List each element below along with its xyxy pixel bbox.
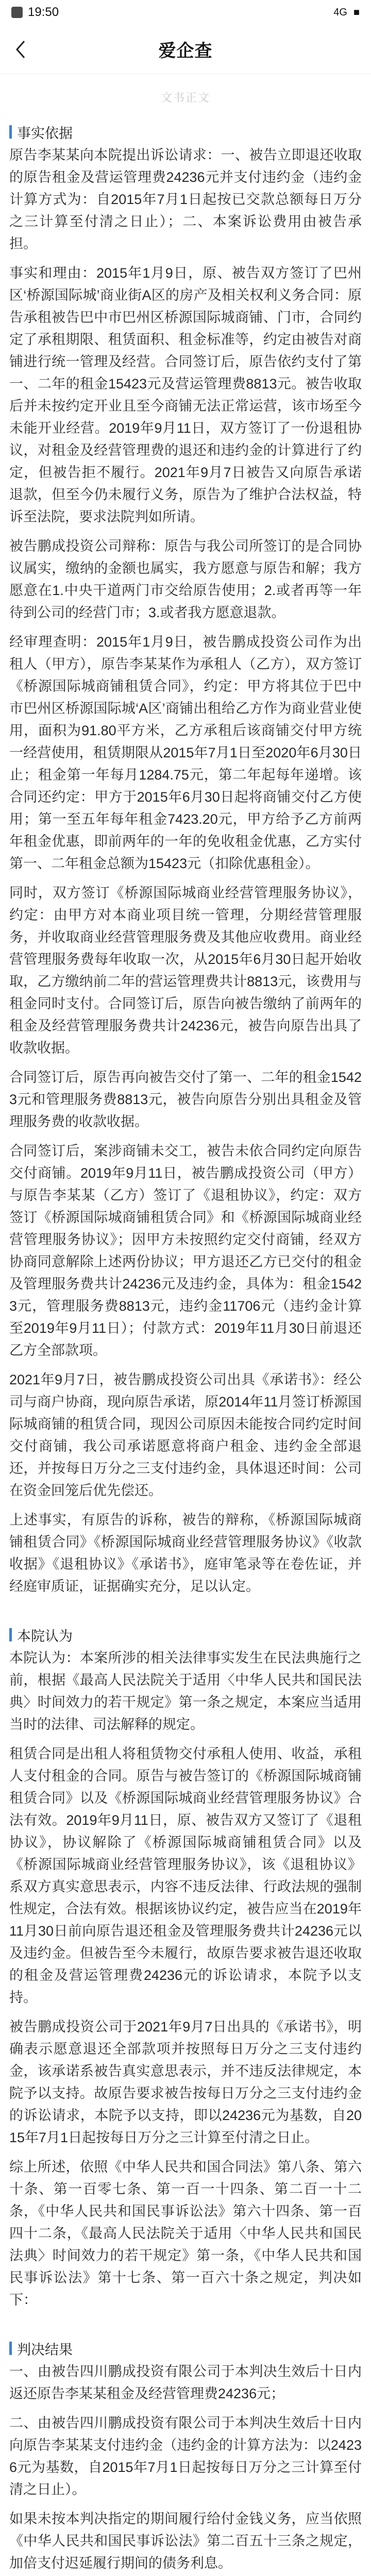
section-marker (9, 125, 12, 139)
paragraph: 事实和理由：2015年1月9日，原、被告双方签订了巴州区‘桥源国际城’商业街A区的房产及相关权利义务合同：原告承租被告巴中市巴州区桥源国际城商铺、门市，合同约定了承租期限、租赁面积、租金标准等，约定由被告对商铺进行统一管理及经营。合同签订后，原告依约支付了第一、二年的租金15423元及营运管理费8813元。被告收取后并未按约定开业且至今商铺无法正常运营，该市场至今未能开业经营。2019年9月11日，双方签订了一份退租协议，对租金及经营管理费的退还和违约金的计算进行了约定，但被告拒不履行。2021年9月7日被告又向原告承诺退款，但至今仍未履行义务，原告为了维护合法权益，特诉至法院，要求法院判如所请。 (9, 265, 362, 524)
status-bar (0, 0, 371, 25)
paragraph: 同时，双方签订《桥源国际城商业经营管理服务协议》，约定：由甲方对本商业项目统一管理，分期经营管理服务，并收取商业经营管理服务费及其他应收费用。商业经营管理服务费每年收取一次，从2015年6月30日起开始收取，乙方缴纳前二年的营运管理费共计8813元，该费用与租金同时支付。合同签订后，原告向被告缴纳了前两年的租金及经营管理服务费共计24236元，被告向原告出具了收款收据。 (9, 885, 362, 1056)
status-time: 19:50 (28, 5, 59, 19)
nav-bar (0, 25, 371, 74)
paragraph: 原告李某某向本院提出诉讼请求：一、被告立即退还收取的原告租金及营运管理费24236元并支付违约金（违约金计算方式为：自2015年7月1日起按已交款总额每日万分之三计算至付清之日止）；二、本案诉讼费用由被告承担。 (9, 147, 362, 251)
chevron-left-icon (15, 40, 26, 59)
app-notification-icon (11, 7, 23, 18)
judgement-content (0, 2361, 371, 2576)
facts-content (0, 144, 371, 1598)
document-banner: 文书正文 (160, 91, 210, 104)
section-court-header (0, 1622, 371, 1647)
status-right (333, 7, 360, 19)
paragraph: 租赁合同是出租人将租赁物交付承租人使用、收益，承租人支付租金的合同。原告与被告签订的《桥源国际城商铺租赁合同》以及《桥源国际城商业经营管理服务协议》合法有效。2019年9月11日，原、被告双方又签订了《退租协议》，协议解除了《桥源国际城商铺租赁合同》以及《桥源国际城商业经营管理服务协议》，该《退租协议》系双方真实意思表示，内容不违反法律、行政法规的强制性规定，合法有效。根据该协议约定，被告应当在2019年11月30日前向原告退还租金及管理服务费共计24236元以及违约金。但被告至今未履行，故原告要求被告退还收取的租金及营运管理费24236元的诉讼请求，本院予以支持。 (9, 1746, 362, 2005)
paragraph: 合同签订后，原告再向被告交付了第一、二年的租金15423元和管理服务费8813元，被告向原告分别出具租金及管理服务费的收款收据。 (9, 1070, 362, 1129)
paragraph: 如果未按本判决指定的期间履行给付金钱义务，应当依照《中华人民共和国民事诉讼法》第二百五十三条之规定，加倍支付迟延履行期间的债务利息。 (9, 2511, 362, 2571)
court-content (0, 1647, 371, 2311)
signal-icon: 4G (333, 6, 347, 18)
status-left (11, 5, 59, 20)
battery-icon: ■ (353, 6, 360, 18)
section-judgement-title: 判决结果 (17, 2342, 73, 2358)
page-title: 爱企查 (158, 41, 213, 61)
paragraph: 本院认为：本案所涉的相关法律事实发生在民法典施行之前，根据《最高人民法院关于适用〈中华人民共和国民法典〉时间效力的若干规定》第一条之规定，本案应当适用当时的法律、司法解释的规定。 (9, 1650, 362, 1732)
paragraph: 综上所述，依照《中华人民共和国合同法》第八条、第六十条、第一百零七条、第一百一十四条、第二百一十二条，《中华人民共和国民事诉讼法》第六十四条、第一百四十二条，《最高人民法院关于适用〈中华人民共和国民法典〉时间效力的若干规定》第一条，《中华人民共和国民事诉讼法》第十七条、第一百六十条之规定，判决如下： (9, 2159, 362, 2308)
section-facts-header (0, 120, 371, 144)
paragraph: 二、由被告四川鹏成投资有限公司于本判决生效后十日内向原告李某某支付违约金（违约金的计算方法为：以24236元为基数，自2015年7月1日起按每日万分之三计算至付清之日止）。 (9, 2415, 362, 2497)
section-marker (9, 2342, 12, 2355)
paragraph: 合同签订后，案涉商铺未交工，被告未依合同约定向原告交付商铺。2019年9月11日，被告鹏成投资公司（甲方）与原告李某某（乙方）签订了《退租协议》，约定：双方签订《桥源国际城商铺租赁合同》和《桥源国际城商业经营管理服务协议》；因甲方未按照约定交付商铺，经双方协商同意解除上述两份协议；甲方退还乙方已交付的租金及管理服务费共计24236元及违约金，具体为：租金15423元，管理服务费8813元，违约金11706元（违约金计算至2019年9月11日）；付款方式：2019年11月30日前退还乙方全部款项。 (9, 1143, 362, 1358)
section-judgement-header (0, 2336, 371, 2361)
paragraph: 上述事实，有原告的诉称，被告的辩称，《桥源国际城商铺租赁合同》《桥源国际城商业经营管理服务协议》《收款收据》《退租协议》《承诺书》，庭审笔录等在卷佐证，并经庭审质证，证据确实充分，足以认定。 (9, 1512, 362, 1594)
section-court-title: 本院认为 (17, 1628, 73, 1644)
paragraph: 2021年9月7日，被告鹏成投资公司出具《承诺书》：经公司与商户协商，现向原告承诺，原2014年11月签订桥源国际城商铺的租赁合同，现因公司原因未能按合同约定时间交付商铺，我公司承诺愿意将商户租金、违约金全部退还，并按每日万分之三支付违约金，具体退还时间：公司在资金回笼后优先偿还。 (9, 1372, 362, 1498)
paragraph: 被告鹏成投资公司辩称：原告与我公司所签订的是合同协议属实，缴纳的金额也属实，我方愿意与原告和解；我方愿意在1.中央干道两门市交给原告使用；2.或者再等一年待到公司的经营门市；3.或者我方愿意退款。 (9, 538, 362, 620)
paragraph: 被告鹏成投资公司于2021年9月7日出具的《承诺书》，明确表示愿意退还全部款项并按照每日万分之三支付违约金，该承诺系被告真实意思表示，并不违反法律规定，本院予以支持。故原告要求被告按每日万分之三支付违约金的诉讼请求，本院予以支持，即以24236元为基数，自2015年7月1日起按每日万分之三计算至付清之日止。 (9, 2019, 362, 2145)
section-marker (9, 1628, 12, 1641)
back-button[interactable] (9, 38, 32, 61)
section-facts-title: 事实依据 (17, 125, 73, 141)
paragraph: 一、由被告四川鹏成投资有限公司于本判决生效后十日内返还原告李某某租金及经营管理费24236元； (9, 2364, 362, 2401)
paragraph: 经审理查明：2015年1月9日，被告鹏成投资公司作为出租人（甲方），原告李某某作为承租人（乙方），双方签订《桥源国际城商铺租赁合同》，约定：甲方将其位于巴中市巴州区桥源国际城‘A区’商铺出租给乙方作为商业营业使用，面积为91.80平方米，乙方承租后该商铺交付甲方统一经营使用，租赁期限从2015年7月1日至2020年6月30日止；租金第一年每月1284.75元，第二年起每年递增。该合同还约定：甲方于2015年6月30日起将商铺交付乙方使用；第一至五年每年租金7423.20元，甲方给予乙方前两年租金优惠，即前两年的一年的免收租金优惠，乙方实付第一、二年租金总额为15423元（扣除优惠租金）。 (9, 634, 362, 871)
